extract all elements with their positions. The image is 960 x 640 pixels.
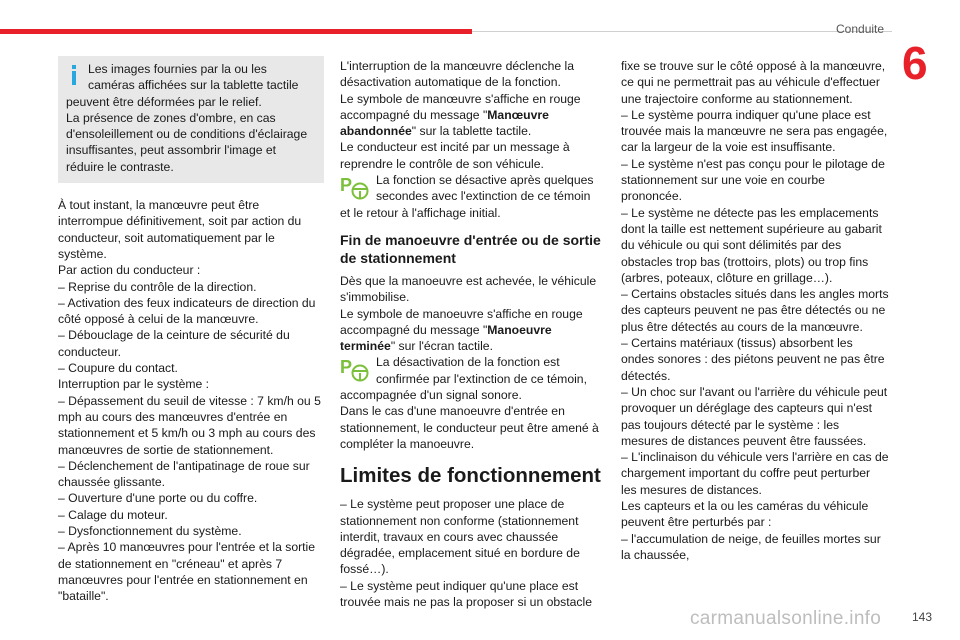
list-item: – Activation des feux indicateurs de direction du côté opposé à celui de la manœuvre. [58,295,316,327]
list-item: – Le système n'est pas conçu pour le pilotage de stationnement sur une voie en courbe prononcée. [621,156,885,204]
indicator-paragraph: P La fonction se désactive après quelques secondes avec l'extinction de ce témoin et le retour à l'affichage initial. [340,173,594,220]
list-item: – Le système ne détecte pas les emplacements dont la taille est nettement supérieure au gabarit du véhicule ou qui sont délimités par des obstacles trop bas (trottoirs, plots) ou trop fins (arbres, poteaux, clôture en grillage…). [621,205,882,285]
list-item: – Coupure du contact. [58,361,178,376]
list-item: – l'accumulation de neige, de feuilles mortes sur la chaussée, [621,531,881,562]
paragraph: À tout instant, la manœuvre peut être interrompue définitivement, soit par action du conducteur, soit automatiquement par le système. [58,198,302,261]
paragraph: L'interruption de la manœuvre déclenche la désactivation automatique de la fonction. [340,59,575,90]
column-3 [621,58,889,563]
header-rule [472,31,892,32]
heading-fin-manoeuvre: Fin de manoeuvre d'entrée ou de sortie de stationnement [340,231,601,266]
park-assist-icon [340,174,372,202]
list-item: – L'inclinaison du véhicule vers l'arrière en cas de chargement important du coffre peut perturber les mesures de distances. [621,450,889,497]
column-2 [340,58,602,610]
svg-text:P: P [340,175,353,196]
indicator-paragraph: P La désactivation de la fonction est confirmée par l'extinction de ce témoin, accompagnée d'un signal sonore. [340,355,587,403]
paragraph: Interruption par le système : [58,377,210,392]
watermark: carmanualsonline.info [690,608,882,629]
list-item: – Dysfonctionnement du système. [58,524,242,539]
list-item: – Le système pourra indiquer qu'une place est trouvée mais la manœuvre ne sera pas engagée, car la largeur de la voie est insuffisante. [621,107,888,155]
message-manoeuvre-abandonnee: Manœuvre abandonnée [340,107,549,139]
list-item: – Calage du moteur. [58,507,168,522]
list-item: – Le système peut proposer une place de stationnement non conforme (stationnement interdit, travaux en cours avec chaussée dégradée, emplacement situé en bordure de fossé…). [340,497,580,577]
message-manoeuvre-terminee: Manoeuvre terminée [340,322,552,354]
heading-limites: Limites de fonctionnement [340,464,601,488]
paragraph: Les capteurs et la ou les caméras du véhicule peuvent être perturbés par : [621,499,869,530]
list-item: – Ouverture d'une porte ou du coffre. [58,491,258,506]
paragraph: Par action du conducteur : [58,263,201,278]
list-item: – Reprise du contrôle de la direction. [58,279,257,294]
svg-text:P: P [340,357,353,378]
info-box [58,56,324,183]
paragraph: Le symbole de manœuvre s'affiche en rouge accompagné du message "Manœuvre abandonnée" sur la tablette tactile. [340,91,581,139]
list-item: – Déclenchement de l'antipatinage de roue sur chaussée glissante. [58,458,310,490]
header-accent-bar [0,29,472,34]
list-item: – Après 10 manœuvres pour l'entrée et la sortie de stationnement en "créneau" et après 7 manœuvres pour l'entrée en stationnement en "bataille". [58,540,316,604]
info-icon [64,63,86,87]
list-item: – Certains matériaux (tissus) absorbent les ondes sonores : des piétons peuvent ne pas être détectés. [621,336,885,383]
page-number: 143 [912,610,933,624]
paragraph: Dans le cas d'une manoeuvre d'entrée en stationnement, le conducteur peut être amené à compléter la manoeuvre. [340,404,599,451]
paragraph: Le symbole de manoeuvre s'affiche en rouge accompagné du message "Manoeuvre terminée" sur l'écran tactile. [340,306,583,354]
paragraph: fixe se trouve sur le côté opposé à la manœuvre, ce qui ne permettrait pas au véhicule d'effectuer une trajectoire conforme au stationnement. [621,59,886,106]
chapter-number: 6 [902,37,928,89]
paragraph: Dès que la manoeuvre est achevée, le véhicule s'immobilise. [340,273,597,305]
list-item: – Le système peut indiquer qu'une place est trouvée mais ne pas la proposer si un obstacle [340,578,593,610]
paragraph: Le conducteur est incité par un message à reprendre le contrôle de son véhicule. [340,140,570,171]
column-1 [58,56,324,605]
info-text: Les images fournies par la ou les caméras affichées sur la tablette tactile peuvent être déformées par le relief. La présence de zones d'ombre, en cas d'ensoleillement ou de conditions d'éclairage insuffisantes, peut assombrir l'image et réduire le contraste. [66,62,308,174]
list-item: – Débouclage de la ceinture de sécurité du conducteur. [58,328,290,359]
section-title: Conduite [836,22,885,36]
list-item: – Un choc sur l'avant ou l'arrière du véhicule peut provoquer un déréglage des capteurs qui n'est pas toujours détecté par le système : les mesures de distances peuvent être faussées. [621,384,888,448]
park-assist-icon [340,356,372,384]
list-item: – Certains obstacles situés dans les angles morts des capteurs peuvent ne pas être détectés ou ne plus être détectés au cours de la manœuvre. [621,287,889,334]
list-item: – Dépassement du seuil de vitesse : 7 km/h ou 5 mph au cours des manœuvres d'entrée en stationnement et 5 km/h ou 3 mph au cours des manœuvres de sortie de stationnement. [58,393,321,457]
